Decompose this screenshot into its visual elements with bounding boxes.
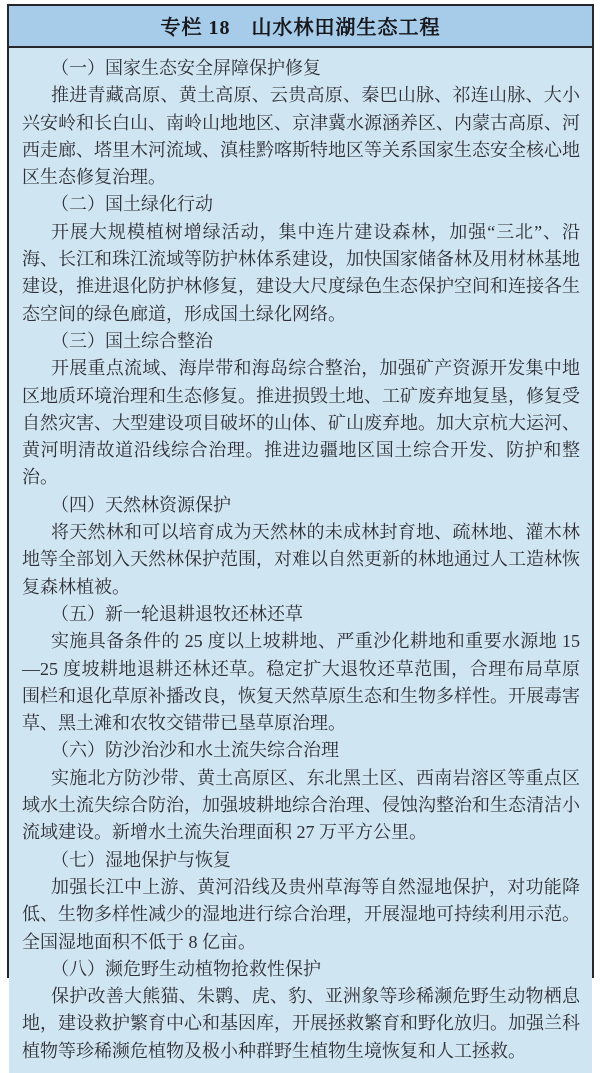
section [22, 847, 580, 956]
column-body [9, 48, 592, 1073]
section-paragraph: 保护改善大熊猫、朱鹮、虎、豹、亚洲象等珍稀濒危野生动物栖息地，建设救护繁育中心和基因库，开展拯救繁育和野化放归。加强兰科植物等珍稀濒危植物及极小种群野生植物生境恢复和人工拯救。 [22, 986, 580, 1061]
section-heading: （三）国土综合整治 [51, 330, 213, 351]
section-heading: （七）湿地保护与恢复 [51, 849, 231, 870]
section-paragraph: 开展大规模植树增绿活动，集中连片建设森林，加强“三北”、沿海、长江和珠江流域等防护林体系建设，加快国家储备林及用材林基地建设，推进退化防护林修复，建设大尺度绿色生态保护空间和连接各生态空间的绿色廊道，形成国土绿化网络。 [22, 221, 580, 324]
section-heading: （五）新一轮退耕退牧还林还草 [51, 603, 303, 624]
section-heading: （四）天然林资源保护 [51, 494, 231, 515]
column-title: 专栏 18 山水林田湖生态工程 [160, 17, 441, 39]
section [22, 328, 580, 492]
section [22, 956, 580, 1065]
section-heading: （一）国家生态安全屏障保护修复 [51, 58, 321, 78]
section [22, 55, 580, 191]
section [22, 601, 580, 737]
section [22, 492, 580, 601]
column-box [7, 4, 594, 1061]
column-header [9, 6, 592, 48]
section-paragraph: 推进青藏高原、黄土高原、云贵高原、秦巴山脉、祁连山脉、大小兴安岭和长白山、南岭山地地区、京津冀水源涵养区、内蒙古高原、河西走廊、塔里木河流域、滇桂黔喀斯特地区等关系国家生态安全核心地区生态修复治理。 [22, 85, 580, 188]
section-paragraph: 将天然林和可以培育成为天然林的未成林封育地、疏林地、灌木林地等全部划入天然林保护范围，对难以自然更新的林地通过人工造林恢复森林植被。 [22, 522, 580, 597]
section-paragraph: 实施具备条件的 25 度以上坡耕地、严重沙化耕地和重要水源地 15—25 度坡耕地退耕还林还草。稳定扩大退牧还草范围，合理布局草原围栏和退化草原补播改良，恢复天然草原生态和生物多样性。开展毒害草、黑土滩和农牧交错带已垦草原治理。 [22, 631, 580, 734]
section [22, 737, 580, 846]
section-heading: （八）濒危野生动植物抢救性保护 [51, 958, 321, 979]
section-paragraph: 开展重点流域、海岸带和海岛综合整治，加强矿产资源开发集中地区地质环境治理和生态修复。推进损毁土地、工矿废弃地复垦，修复受自然灾害、大型建设项目破坏的山体、矿山废弃地。加大京杭大运河、黄河明清故道沿线综合治理。推进边疆地区国土综合开发、防护和整治。 [22, 358, 580, 488]
section-paragraph: 实施北方防沙带、黄土高原区、东北黑土区、西南岩溶区等重点区域水土流失综合防治，加强坡耕地综合治理、侵蚀沟整治和生态清洁小流域建设。新增水土流失治理面积 27 万平方公里。 [22, 767, 580, 843]
section-heading: （六）防沙治沙和水土流失综合治理 [51, 740, 339, 761]
section-heading: （二）国土绿化行动 [51, 194, 213, 215]
section [22, 191, 580, 327]
section-paragraph: 加强长江中上游、黄河沿线及贵州草海等自然湿地保护，对功能降低、生物多样性减少的湿地进行综合治理，开展湿地可持续利用示范。全国湿地面积不低于 8 亿亩。 [22, 876, 580, 952]
